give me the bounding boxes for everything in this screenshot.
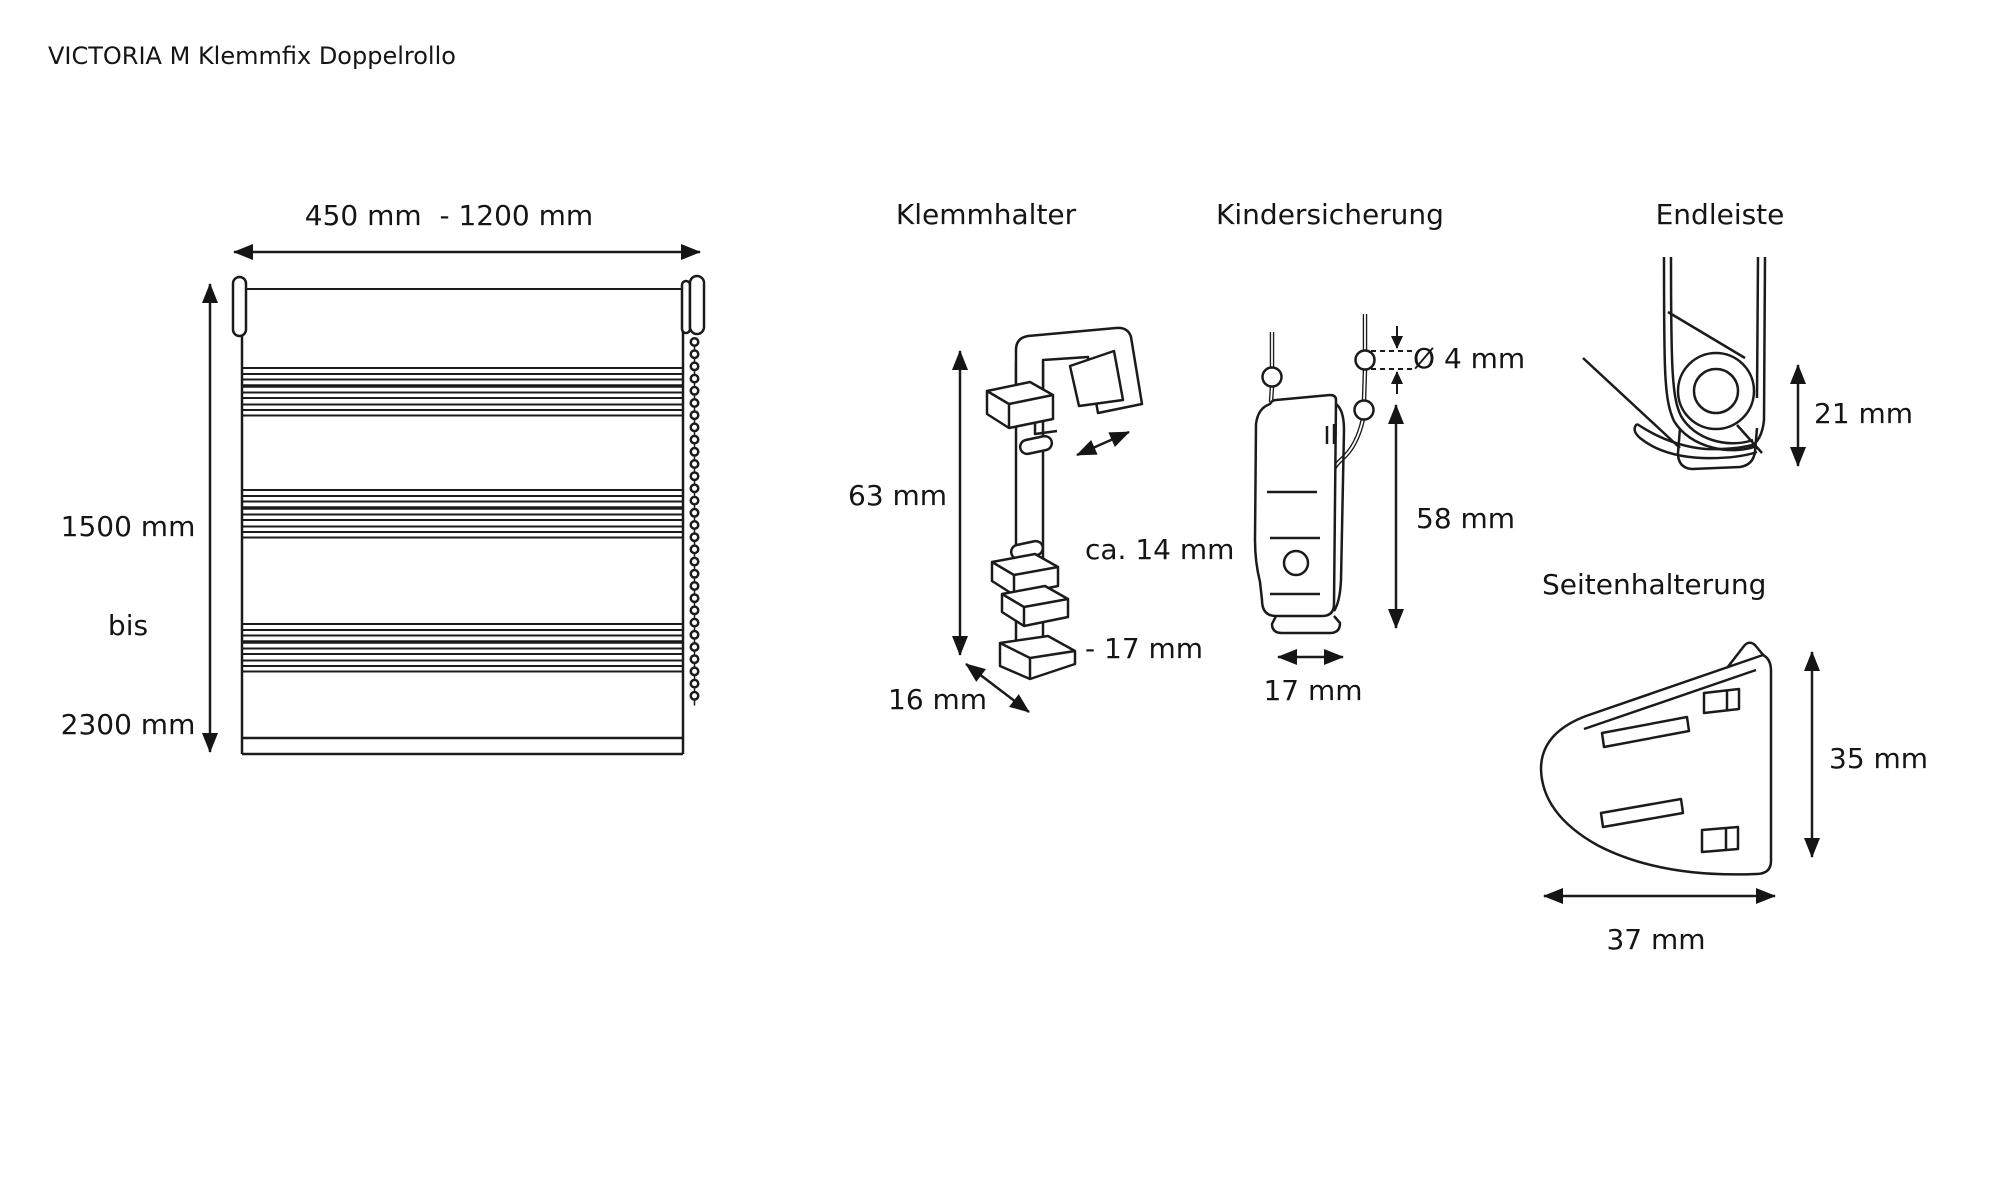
kindersicherung-height-label: 58 mm <box>1416 502 1516 535</box>
endleiste-height-label: 21 mm <box>1814 397 1914 430</box>
blind-height-connector: bis <box>107 609 149 642</box>
endleiste-label: Endleiste <box>1655 198 1785 231</box>
roller-blind-drawing <box>210 252 704 754</box>
cord-diameter-label: Ø 4 mm <box>1413 342 1526 375</box>
kindersicherung-label: Kindersicherung <box>1216 198 1444 231</box>
seitenhalterung-height-label: 35 mm <box>1829 742 1929 775</box>
klemmhalter-height-label: 63 mm <box>848 479 948 512</box>
klemmhalter-label: Klemmhalter <box>895 198 1077 231</box>
klemmhalter-range-line2: - 17 mm <box>1085 632 1204 665</box>
endleiste-drawing <box>1583 257 1798 469</box>
seitenhalterung-label: Seitenhalterung <box>1542 568 1767 601</box>
page-title: VICTORIA M Klemmfix Doppelrollo <box>48 42 456 70</box>
kindersicherung-drawing <box>1255 314 1412 657</box>
seitenhalterung-width-label: 37 mm <box>1606 923 1706 956</box>
blind-height-label <box>61 444 196 807</box>
blind-height-min: 1500 mm <box>60 510 196 543</box>
klemmhalter-range-arrow <box>1077 432 1129 455</box>
blind-height-max: 2300 mm <box>60 708 196 741</box>
klemmhalter-depth-label: 16 mm <box>888 683 988 716</box>
seitenhalterung-drawing <box>1541 643 1812 896</box>
right-bracket-outer <box>690 276 704 334</box>
blind-width-label: 450 mm - 1200 mm <box>304 199 594 232</box>
cord-diameter-callout <box>1371 326 1412 394</box>
kindersicherung-width-label: 17 mm <box>1263 674 1363 707</box>
klemmhalter-range-label <box>1085 467 1234 731</box>
klemmhalter-range-line1: ca. 14 mm <box>1085 533 1235 566</box>
left-bracket <box>233 277 246 336</box>
